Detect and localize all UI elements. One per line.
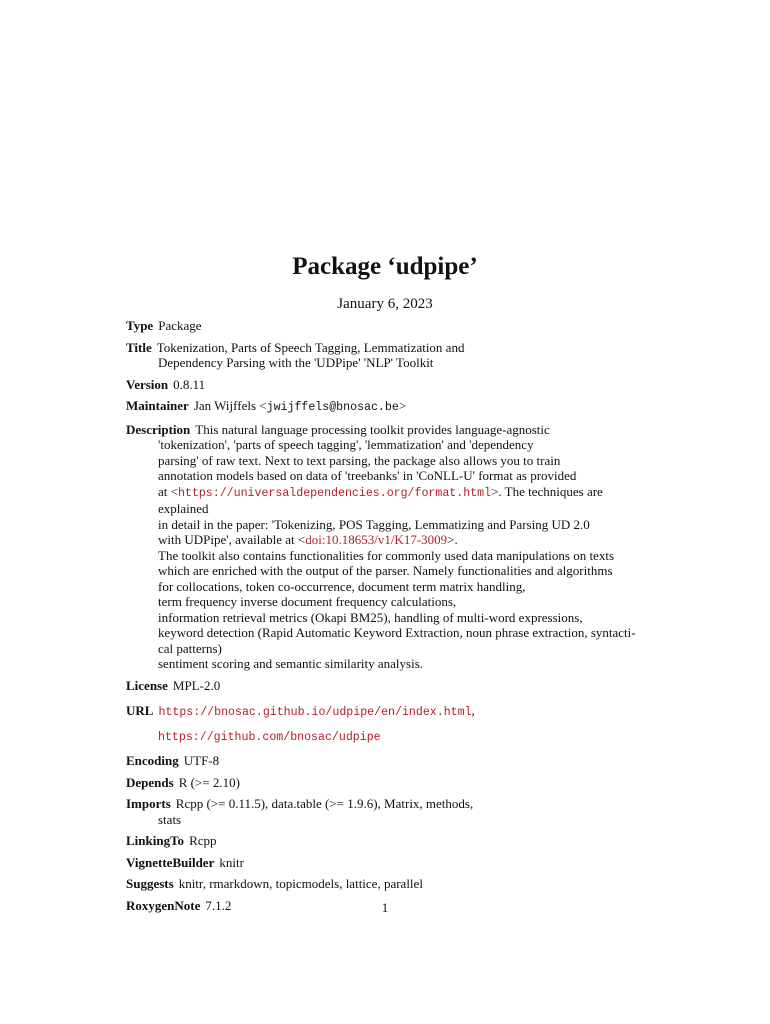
description-line-4: annotation models based on data of 'treebanks' in 'CoNLL-U' format as provided <box>158 468 577 483</box>
description-line-15: sentiment scoring and semantic similarity analysis. <box>158 656 424 671</box>
description-line-14: cal patterns) <box>158 640 222 656</box>
type-field <box>126 318 646 334</box>
description-line-7-pre: with UDPipe', available at < <box>158 532 306 547</box>
description-line-12: information retrieval metrics (Okapi BM25), handling of multi-word expressions, <box>158 609 583 625</box>
maintainer-label: Maintainer <box>126 398 189 413</box>
version-label: Version <box>126 376 169 392</box>
url-field <box>126 703 646 745</box>
universaldependencies-link[interactable]: https://universaldependencies.org/format.html <box>177 486 492 500</box>
title-line-2: Dependency Parsing with the 'UDPipe' 'NLP' Toolkit <box>158 355 434 370</box>
version-value: 0.8.11 <box>173 376 206 392</box>
imports-line-1: Rcpp (>= 0.11.5), data.table (>= 1.9.6), Matrix, methods, <box>175 796 474 811</box>
page-number: 1 <box>381 900 389 915</box>
roxygennote-value: 7.1.2 <box>205 897 232 913</box>
page-title: Package ‘udpipe’ <box>292 253 478 280</box>
description-field <box>126 422 646 672</box>
description-line-1: This natural language processing toolkit provides language-agnostic <box>195 421 550 437</box>
vignettebuilder-field <box>126 855 646 871</box>
bnosac-github-io-link[interactable]: https://bnosac.github.io/udpipe/en/index.html <box>158 706 472 719</box>
license-label: License <box>126 677 168 693</box>
description-line-5-pre: at < <box>158 483 178 499</box>
url-label: URL <box>126 703 154 718</box>
title-line-1: Tokenization, Parts of Speech Tagging, Lemmatization and <box>156 339 465 355</box>
description-label: Description <box>126 421 191 437</box>
maintainer-name: Jan Wijffels <box>193 398 257 413</box>
description-line-3: parsing' of raw text. Next to text parsing, the package also allows you to train <box>158 452 561 468</box>
linkingto-field <box>126 833 646 849</box>
description-line-7 <box>126 532 646 548</box>
license-field <box>126 678 646 694</box>
description-line-13: keyword detection (Rapid Automatic Keyword Extraction, noun phrase extraction, syntacti- <box>158 625 636 640</box>
type-value: Package <box>158 318 202 333</box>
maintainer-email-open: < <box>259 398 267 413</box>
maintainer-field <box>126 398 646 416</box>
roxygennote-label: RoxygenNote <box>126 897 201 913</box>
suggests-label: Suggests <box>126 876 174 891</box>
url-separator: , <box>471 703 475 718</box>
imports-line-2: stats <box>158 811 182 827</box>
type-label: Type <box>126 318 154 333</box>
encoding-label: Encoding <box>126 753 179 768</box>
vignettebuilder-value: knitr <box>219 854 244 870</box>
description-line-9: which are enriched with the output of the parser. Namely functionalities and algorithms <box>158 563 613 578</box>
depends-value: R (>= 2.10) <box>178 774 240 790</box>
description-line-5-post: >. The techniques are explained <box>158 483 603 516</box>
suggests-value: knitr, rmarkdown, topicmodels, lattice, parallel <box>178 876 423 891</box>
description-line-6: in detail in the paper: 'Tokenizing, POS Tagging, Lemmatizing and Parsing UD 2.0 <box>158 516 590 532</box>
encoding-field <box>126 753 646 769</box>
maintainer-email: jwijffels@bnosac.be <box>266 401 399 414</box>
maintainer-email-close: > <box>398 398 407 413</box>
description-line-5 <box>126 484 646 517</box>
depends-label: Depends <box>126 774 174 790</box>
suggests-field <box>126 876 646 892</box>
description-line-8: The toolkit also contains functionalities for commonly used data manipulations on texts <box>158 547 614 563</box>
title-label: Title <box>126 339 152 355</box>
imports-field <box>126 796 646 827</box>
imports-label: Imports <box>126 796 171 811</box>
version-field <box>126 377 646 393</box>
doi-link[interactable]: doi:10.18653/v1/K17-3009 <box>305 532 448 547</box>
depends-field <box>126 775 646 791</box>
linkingto-value: Rcpp <box>189 833 217 848</box>
description-line-10: for collocations, token co-occurrence, document term matrix handling, <box>158 578 526 594</box>
github-repo-link[interactable]: https://github.com/bnosac/udpipe <box>158 730 381 744</box>
encoding-value: UTF-8 <box>183 753 220 768</box>
description-line-2: 'tokenization', 'parts of speech tagging', 'lemmatization' and 'dependency <box>158 437 534 452</box>
metadata-fields <box>126 318 646 919</box>
page-date: January 6, 2023 <box>337 296 433 312</box>
license-value: MPL-2.0 <box>172 677 221 693</box>
linkingto-label: LinkingTo <box>126 833 185 848</box>
description-line-7-post: >. <box>447 532 458 547</box>
description-line-11: term frequency inverse document frequency calculations, <box>158 594 457 609</box>
vignettebuilder-label: VignetteBuilder <box>126 854 215 870</box>
title-field <box>126 340 646 371</box>
